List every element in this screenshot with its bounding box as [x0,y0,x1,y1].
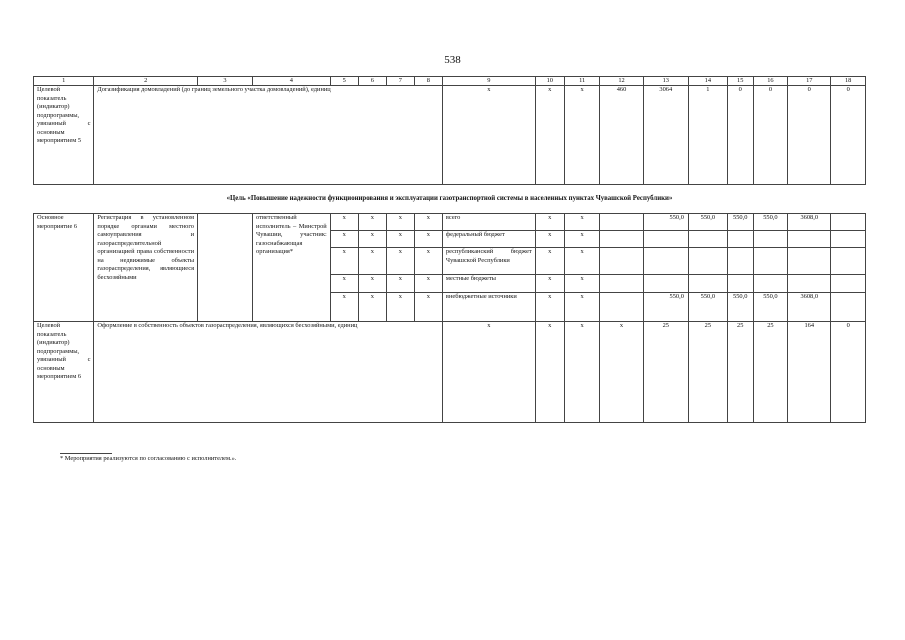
cell: х [386,214,414,231]
col-header: 12 [600,77,643,86]
cell [788,275,831,293]
cell: х [414,248,442,275]
cell: х [535,293,564,322]
cell: х [535,231,564,248]
cell: х [386,231,414,248]
cell: х [564,275,600,293]
cell: 0 [788,86,831,185]
cell: х [535,248,564,275]
cell [788,231,831,248]
col-header: 18 [831,77,866,86]
cell [600,214,643,231]
cell [600,248,643,275]
cell: х [535,275,564,293]
cell: 550,0 [688,293,727,322]
col-header: 15 [727,77,753,86]
cell [831,248,866,275]
cell: х [564,231,600,248]
cell [831,275,866,293]
col-header: 8 [414,77,442,86]
measure-row-total [34,214,866,231]
footnote: * Мероприятия реализуются по согласованию с исполнителем.». [60,455,237,462]
cell: х [442,86,535,185]
cell [688,248,727,275]
cell: 550,0 [753,214,788,231]
cell: х [330,248,358,275]
cell [600,293,643,322]
cell: 550,0 [643,214,688,231]
indicator-text: Оформление в собственность объектов газораспределения, являющихся бесхозяйными, единиц [94,322,443,423]
indicator-label: Целевой показатель (индикатор) подпрограммы, увязанный с основным мероприятием 5 [34,86,94,185]
cell: х [564,293,600,322]
cell: х [358,293,386,322]
cell: х [330,231,358,248]
cell: х [442,322,535,423]
funding-source: внебюджетные источники [442,293,535,322]
funding-source: республиканский бюджет Чувашской Республики [442,248,535,275]
cell: 3064 [643,86,688,185]
cell: х [414,214,442,231]
cell: х [358,214,386,231]
cell: 0 [831,322,866,423]
col-header: 17 [788,77,831,86]
cell [831,231,866,248]
cell [753,275,788,293]
cell: 0 [831,86,866,185]
col-header: 2 [94,77,198,86]
cell: 3608,0 [788,293,831,322]
goal-row [34,185,866,214]
cell: 1 [688,86,727,185]
measure-executor: ответственный исполнитель – Минстрой Чувашии, участник: газоснабжающая организация* [253,214,331,322]
cell [831,214,866,231]
col-header: 4 [253,77,331,86]
cell: х [358,248,386,275]
funding-source: федеральный бюджет [442,231,535,248]
cell: х [564,214,600,231]
cell: 0 [727,86,753,185]
footnote-divider [60,453,112,454]
col-header: 5 [330,77,358,86]
cell: х [414,275,442,293]
cell: х [386,275,414,293]
cell: 0 [753,86,788,185]
col-header: 7 [386,77,414,86]
cell [643,231,688,248]
program-table [33,76,866,423]
cell: 25 [688,322,727,423]
cell [727,248,753,275]
cell: х [386,293,414,322]
cell: х [564,86,600,185]
measure-name: Регистрация в установленном порядке органами местного самоуправления и газораспределительной организацией права собственности на недвижимые объекты газораспределения, являющиеся бесхозяйными [94,214,198,322]
cell: х [414,231,442,248]
cell: 25 [727,322,753,423]
cell: х [535,214,564,231]
col-header: 10 [535,77,564,86]
cell: 25 [753,322,788,423]
cell: 550,0 [753,293,788,322]
col-header: 16 [753,77,788,86]
indicator-label: Целевой показатель (индикатор) подпрограммы, увязанный с основным мероприятием 6 [34,322,94,423]
cell: х [535,322,564,423]
cell [600,275,643,293]
cell: 164 [788,322,831,423]
cell [643,248,688,275]
col-header: 14 [688,77,727,86]
cell [788,248,831,275]
cell: 3608,0 [788,214,831,231]
cell [727,275,753,293]
indicator-row-5 [34,86,866,185]
cell: х [358,231,386,248]
cell: 550,0 [727,293,753,322]
col-header: 13 [643,77,688,86]
empty-cell [198,214,253,322]
cell [688,231,727,248]
cell: 460 [600,86,643,185]
indicator-row-6 [34,322,866,423]
cell: х [564,322,600,423]
cell: 550,0 [688,214,727,231]
cell [600,231,643,248]
cell: х [386,248,414,275]
cell: х [600,322,643,423]
measure-label: Основное мероприятие 6 [34,214,94,322]
cell: х [535,86,564,185]
col-header: 1 [34,77,94,86]
goal-heading: «Цель «Повышение надежности функционирования и эксплуатации газотранспортной системы в населенных пунктах Чувашской Республики» [34,185,866,214]
cell: х [414,293,442,322]
cell: х [564,248,600,275]
page-number: 538 [444,54,461,66]
cell: х [358,275,386,293]
cell [643,275,688,293]
col-header: 6 [358,77,386,86]
funding-source: всего [442,214,535,231]
indicator-text: Догазификация домовладений (до границ земельного участка домовладений), единиц [94,86,443,185]
cell: х [330,293,358,322]
col-header: 9 [442,77,535,86]
cell [753,231,788,248]
cell: 550,0 [727,214,753,231]
cell: 25 [643,322,688,423]
cell: х [330,275,358,293]
column-numbers-row [34,77,866,86]
funding-source: местные бюджеты [442,275,535,293]
cell [753,248,788,275]
cell [831,293,866,322]
cell: х [330,214,358,231]
col-header: 11 [564,77,600,86]
cell: 550,0 [643,293,688,322]
col-header: 3 [198,77,253,86]
cell [688,275,727,293]
cell [727,231,753,248]
